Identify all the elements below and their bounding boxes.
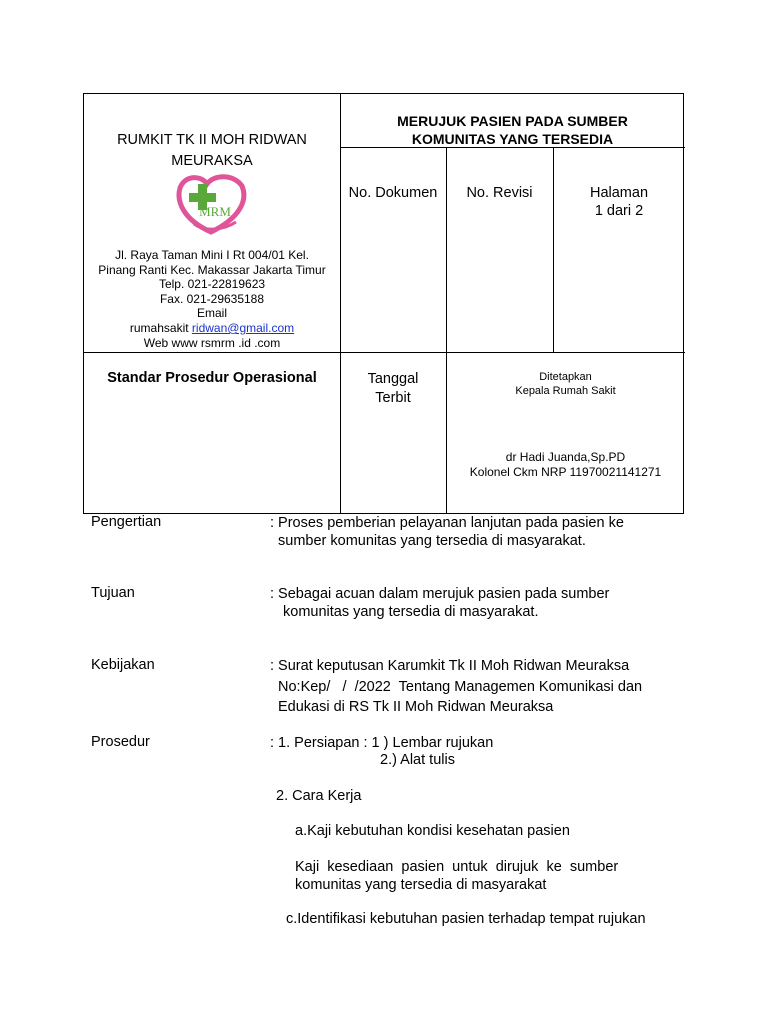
kepala-label: Kepala Rumah Sakit	[515, 385, 616, 397]
ditetapkan-label: Ditetapkan	[539, 371, 592, 383]
kebijakan-text-line2: No:Kep/ / /2022 Tentang Managemen Komunikasi dan	[278, 679, 643, 695]
organization-name	[84, 130, 340, 172]
signature-block	[446, 450, 685, 480]
pengertian-text-line2: sumber komunitas yang tersedia di masyarakat.	[278, 533, 586, 549]
step-b-line2: komunitas yang tersedia di masyarakat	[295, 877, 547, 893]
email-line	[84, 321, 340, 336]
step-c: c.Identifikasi kebutuhan pasien terhadap tempat rujukan	[286, 911, 646, 927]
email-prefix: rumahsakit	[129, 320, 192, 335]
prosedur-alat-tulis: 2.) Alat tulis	[380, 752, 455, 768]
signer-name: dr Hadi Juanda,Sp.PD	[505, 450, 626, 464]
prosedur-label: Prosedur	[91, 734, 150, 750]
title-line2: KOMUNITAS YANG TERSEDIA	[411, 131, 614, 147]
terbit-label: Terbit	[375, 390, 411, 406]
sop-label: Standar Prosedur Operasional	[107, 370, 317, 386]
tujuan-label: Tujuan	[91, 585, 135, 601]
tanggal-terbit-cell	[340, 370, 446, 408]
phone-number: Telp. 021-22819623	[158, 277, 266, 292]
kebijakan-label: Kebijakan	[91, 657, 155, 673]
divider	[553, 147, 554, 353]
org-name-line1: RUMKIT TK II MOH RIDWAN	[117, 132, 307, 148]
email-label: Email	[196, 306, 227, 321]
kebijakan-text-line1: : Surat keputusan Karumkit Tk II Moh Ridwan Meuraksa	[270, 658, 630, 674]
pengertian-text-line1: : Proses pemberian pelayanan lanjutan pada pasien ke	[270, 515, 624, 531]
website: Web www rsmrm .id .com	[143, 335, 281, 350]
logo-text: MRM	[199, 204, 231, 219]
no-revisi-label: No. Revisi	[466, 185, 533, 201]
halaman-label: Halaman	[589, 185, 649, 201]
header-table	[83, 93, 684, 514]
prosedur-persiapan: : 1. Persiapan : 1 ) Lembar rujukan	[270, 735, 494, 751]
halaman-value: 1 dari 2	[594, 203, 644, 219]
ditetapkan-block	[446, 370, 685, 398]
step-a: a.Kaji kebutuhan kondisi kesehatan pasien	[295, 823, 570, 839]
tujuan-text-line2: komunitas yang tersedia di masyarakat.	[283, 604, 539, 620]
address-block	[84, 248, 340, 350]
divider	[340, 94, 341, 513]
tanggal-label: Tanggal	[367, 371, 419, 387]
divider	[84, 352, 685, 353]
cara-kerja-heading: 2. Cara Kerja	[276, 788, 362, 804]
email-link[interactable]: ridwan@gmail.com	[191, 320, 295, 335]
tujuan-text-line1: : Sebagai acuan dalam merujuk pasien pada sumber	[270, 586, 610, 602]
fax-number: Fax. 021-29635188	[159, 291, 265, 306]
halaman-cell	[553, 184, 685, 220]
step-b-line1: Kaji kesediaan pasien untuk dirujuk ke sumber	[295, 859, 619, 875]
title-line1: MERUJUK PASIEN PADA SUMBER	[397, 113, 628, 129]
hospital-logo-icon	[174, 172, 248, 238]
address-line1: Jl. Raya Taman Mini I Rt 004/01 Kel.	[115, 248, 309, 262]
document-title	[340, 112, 685, 148]
address-line2: Pinang Ranti Kec. Makassar Jakarta Timur	[98, 262, 326, 277]
pengertian-label: Pengertian	[91, 514, 162, 530]
signer-rank: Kolonel Ckm NRP 11970021141271	[469, 465, 662, 479]
no-dokumen-label: No. Dokumen	[348, 185, 438, 201]
org-name-line2: MEURAKSA	[171, 153, 253, 169]
kebijakan-text-line3: Edukasi di RS Tk II Moh Ridwan Meuraksa	[278, 699, 554, 715]
